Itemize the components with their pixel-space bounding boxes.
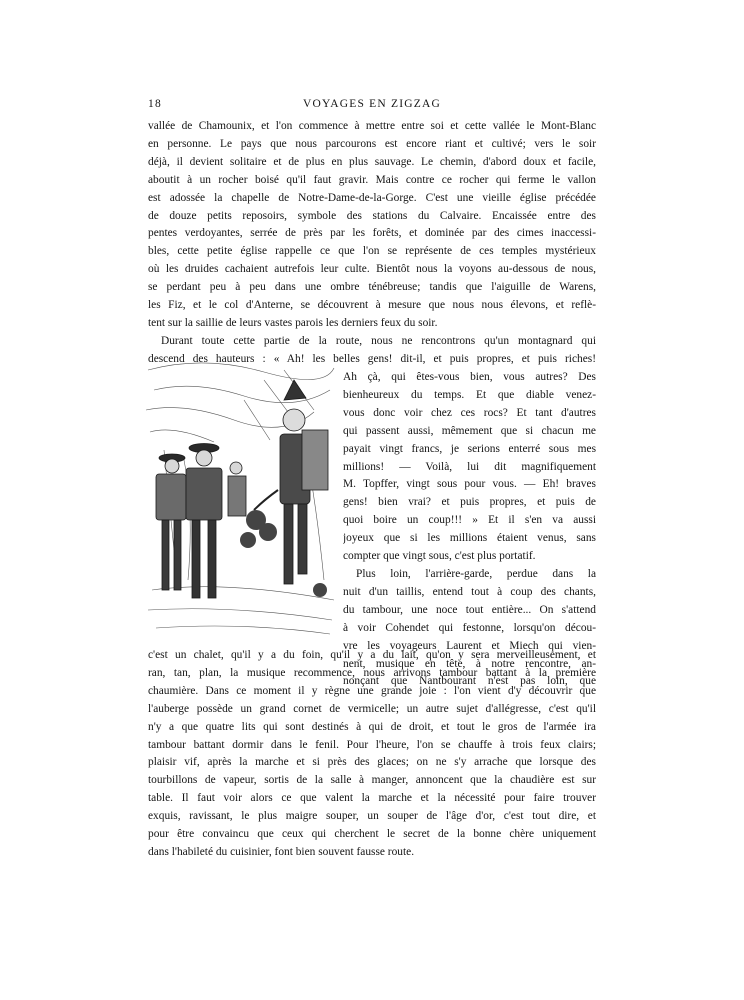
text-line: exquis, ravissant, le plus maigre souper, un souper de l'âge d'or, c'est tout dire, et [148,810,596,823]
text-line: vre les voyageurs Laurent et Miech qui vien- [343,639,596,652]
text-line: dans l'habileté du cuisinier, font bien souvent fausse route. [148,845,415,858]
text-line: qui passent aussi, mêmement que si chacun me [343,424,596,437]
text-line: nent, musique en tête, à notre rencontre, an- [343,657,596,670]
text-line: tourbillons de vapeur, sortis de la salle à manger, annoncent que la chaudière est sur [148,774,596,787]
text-line: aboutit à un rocher boisé qu'il faut gravir. Mais contre ce rocher qui ferme le vallon [148,173,596,186]
text-line: M. Topffer, vingt sous pour vous. — Eh! braves [343,478,596,491]
text-line: pour être convaincu que ceux qui cherchent le secret de la bonne chère uniquement [148,828,596,841]
text-line: pentes verdoyantes, serrée de près par les forêts, et dominée par des cimes inaccessi- [148,227,596,240]
text-line: quoi boire un coup!!! » Et il s'en va aussi [343,514,596,527]
text-line: vallée de Chamounix, et l'on commence à mettre entre soi et cette vallée le Mont-Blanc [148,120,596,132]
text-line: descend des hauteurs : « Ah! les belles gens! dit-il, et puis propres, et puis riches! [148,352,596,365]
text-line: compter que vingt sous, c'est plus portatif. [343,550,536,563]
text-line: tent sur la saillie de leurs vastes parois les derniers feux du soir. [148,316,438,329]
text-line: millions! — Voilà, lui dit magnifiquement [343,460,596,473]
text-line: où les druides cachaient autrefois leur culte. Bientôt nous la voyons au-dessous de nous, [148,263,596,276]
text-line: déjà, il devient solitaire et de plus en plus sauvage. Le chemin, d'abord doux et facile, [148,155,596,168]
text-line: est adossée la chapelle de Notre-Dame-de-la-Gorge. C'est une vieille église précédée [148,191,596,204]
text-line: nuit d'un taillis, entend tout à coup des chants, [343,585,596,598]
text-line: ran, tan, plan, la musique recommence, nous arrivons tambour battant à la première [148,666,596,679]
text-line: Plus loin, l'arrière-garde, perdue dans la [356,567,596,580]
text-line: payait vingt francs, je serions enterré sous mes [343,442,596,455]
text-line: se perdant peu à peu dans une ombre ténébreuse; tandis que l'aiguille de Warens, [148,281,596,294]
paragraph-3 [148,647,596,862]
text-line: à voir Cohendet qui festonne, lorsqu'on décou- [343,621,596,634]
text-line: nonçant que Nantbourant n'est pas loin, que [343,675,596,688]
text-line: du tambour, une noce tout entière... On s'attend [343,603,596,616]
text-line: Ah çà, qui êtes-vous bien, vous autres? Des [343,371,596,383]
engraving-illustration [144,350,336,640]
text-line: de douze petits reposoirs, symbole des stations du Calvaire. Encaissée entre des [148,209,596,222]
text-line: bienheureux du temps. Et que diable venez- [343,388,596,401]
text-line: gens! bien vrai? et puis propres, et puis de [343,496,596,509]
text-line: chaumière. Dans ce moment il y règne une grande joie : l'on vient d'y découvrir que [148,684,596,697]
paragraph-1 [148,118,596,333]
page-number: 18 [148,98,162,110]
text-line: les Fiz, et le col d'Anterne, se découvrent à mesure que nous nous élevons, et reflè- [148,299,596,312]
text-line: plaisir vif, après la marche et si près des glaces; on ne s'y arrache que lorsque des [148,756,596,769]
text-line: bles, cette petite église rappelle ce que l'on se représente de ces temples mystérieux [148,245,596,258]
text-line: n'y a que quatre lits qui sont destinés à qui de droit, et tout le gros de l'armée ira [148,720,596,733]
foliage [240,510,327,597]
text-line: Durant toute cette partie de la route, nous ne rencontrons qu'un montagnard qui [161,335,596,347]
hiker-figures [156,380,328,598]
paragraph-2-continued [343,369,596,691]
running-title: VOYAGES EN ZIGZAG [303,98,441,110]
text-line: vous donc voir chez ces rocs? Et tant d'autres [343,406,596,419]
text-line: joyeux que si les millions étaient venus, sans [343,532,596,545]
text-line: en personne. Le pays que nous parcourons est encore riant et cultivé; vers le soir [148,137,596,150]
text-line: c'est un chalet, qu'il y a du foin, qu'il y a du lait, qu'on y sera merveilleusement, et [148,649,596,661]
running-header [148,98,596,116]
text-line: tambour battant dormir dans le fenil. Pour l'heure, l'on se chauffe à trois feux clairs; [148,738,596,751]
text-line: table. Il faut voir alors ce que valent la marche et la nécessité pour faire trouver [148,792,596,805]
text-line: l'auberge possède un grand cornet de vermicelle; un autre sujet d'allégresse, c'est qu'il [148,702,596,715]
